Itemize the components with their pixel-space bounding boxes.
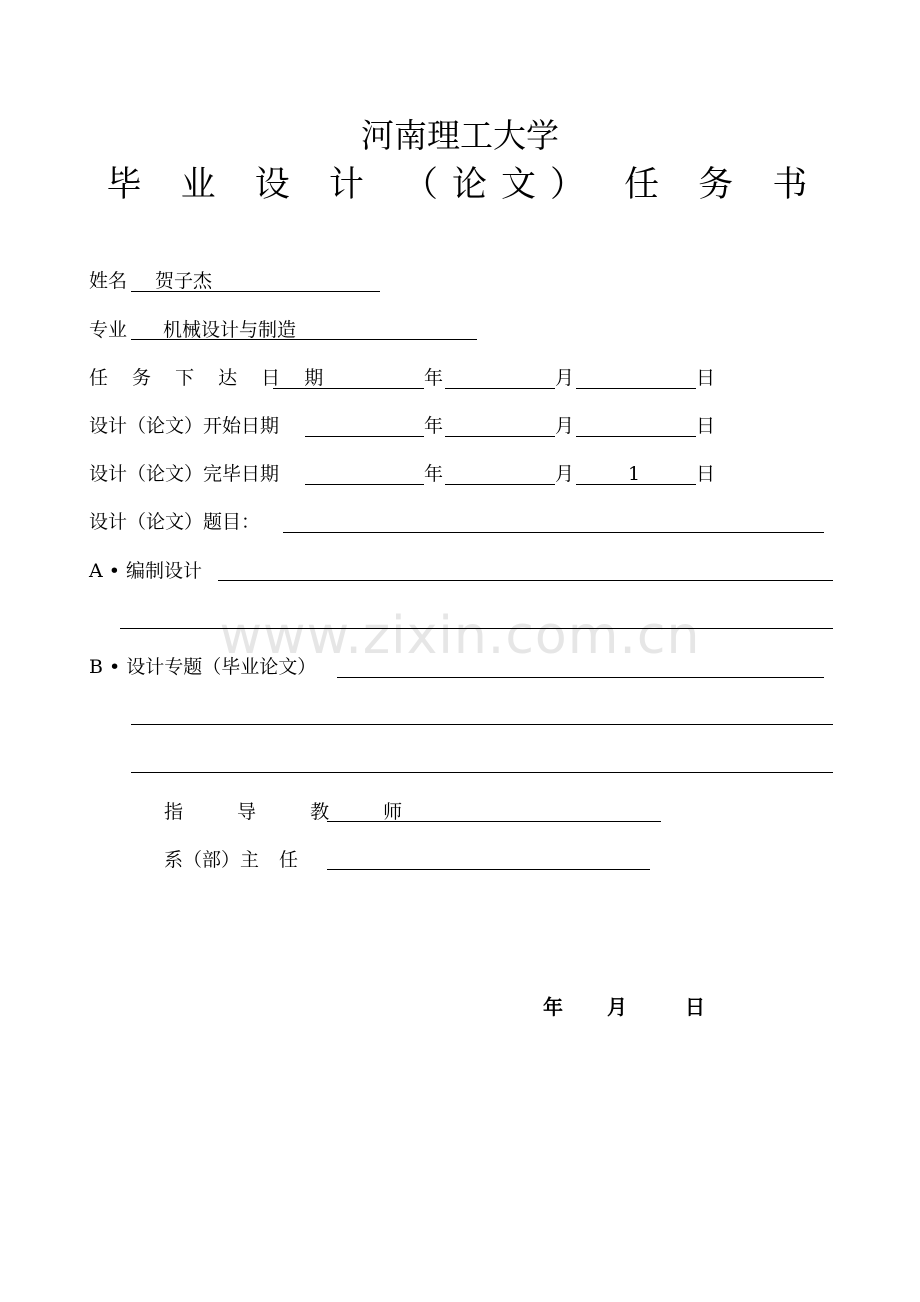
task-month-unit: 月 <box>555 367 575 389</box>
task-year-field[interactable] <box>273 388 424 389</box>
topic-label: 设计（论文）题目： <box>89 511 261 533</box>
end-year-unit: 年 <box>424 463 444 485</box>
end-month-unit: 月 <box>555 463 575 485</box>
section-a-field-2[interactable] <box>120 628 833 629</box>
start-month-field[interactable] <box>445 436 555 437</box>
end-date-label: 设计（论文）完毕日期 <box>89 463 280 485</box>
start-day-field[interactable] <box>576 436 696 437</box>
task-day-field[interactable] <box>576 388 696 389</box>
advisor-field[interactable] <box>327 821 661 822</box>
start-date-label: 设计（论文）开始日期 <box>89 415 280 437</box>
major-value: 机械设计与制造 <box>163 319 297 341</box>
task-year-unit: 年 <box>424 367 444 389</box>
section-a-field-1[interactable] <box>218 580 833 581</box>
end-day-value: 1 <box>628 463 641 485</box>
name-label: 姓名 <box>89 270 128 292</box>
dept-head-label: 系（部）主 任 <box>164 849 299 871</box>
start-day-unit: 日 <box>696 415 716 437</box>
task-month-field[interactable] <box>445 388 555 389</box>
end-day-unit: 日 <box>696 463 716 485</box>
footer-year: 年 <box>543 995 563 1019</box>
start-month-unit: 月 <box>555 415 575 437</box>
task-date-label: 任 务 下 达 日 期 <box>89 367 333 389</box>
end-month-field[interactable] <box>445 484 555 485</box>
end-year-field[interactable] <box>305 484 424 485</box>
major-label: 专业 <box>89 319 128 341</box>
dept-head-field[interactable] <box>327 869 650 870</box>
section-b-field-3[interactable] <box>131 772 833 773</box>
advisor-label: 指 导 教 师 <box>164 801 427 823</box>
document-title: 毕 业 设 计 （论文） 任 务 书 <box>106 165 822 205</box>
start-year-unit: 年 <box>424 415 444 437</box>
topic-field[interactable] <box>283 532 824 533</box>
section-b-label: B • 设计专题（毕业论文） <box>89 656 317 678</box>
footer-month: 月 <box>607 995 627 1019</box>
section-a-label: A • 编制设计 <box>89 560 203 582</box>
section-b-field-1[interactable] <box>337 677 824 678</box>
name-value: 贺子杰 <box>155 270 213 292</box>
watermark: www.zixin.com.cn <box>219 606 701 666</box>
task-day-unit: 日 <box>696 367 716 389</box>
section-b-field-2[interactable] <box>131 724 833 725</box>
start-year-field[interactable] <box>305 436 424 437</box>
footer-day: 日 <box>685 995 705 1019</box>
university-title: 河南理工大学 <box>361 116 559 155</box>
